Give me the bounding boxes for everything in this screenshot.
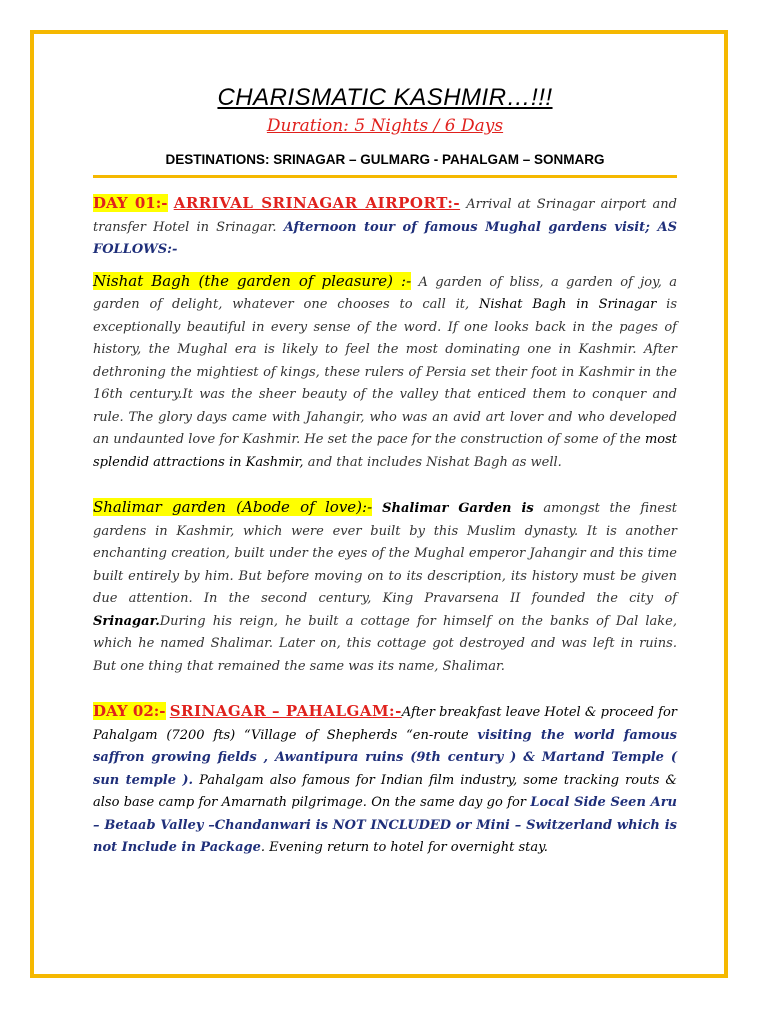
nishat-text-1: A garden of bliss, a garden of joy, a garden of delight, whatever one chooses to call it, [93,274,677,312]
day1-text: Arrival at Srinagar airport and transfer Hotel in Srinagar. [93,197,677,235]
shalimar-text-1: amongst the finest gardens in Kashmir, which were ever built by this Muslim dynasty. It is another enchanting creation, built under the eyes of the Mughal emperor Jahangir and this time built entirely by him. But before moving on to its description, its history must be given due attention. In the second century, King Pravarsena II founded the city of [93,501,677,606]
day2-text-2: Pahalgam also famous for Indian film industry, some tracking routs & also base camp for Amarnath pilgrimage. On the same day go for [93,772,678,810]
shalimar-paragraph [93,496,677,678]
destinations-line: DESTINATIONS: SRINAGAR – GULMARG - PAHALGAM – SONMARG [165,152,605,167]
shalimar-bold-2: Srinagar. [93,613,160,629]
duration-subtitle: Duration: 5 Nights / 6 Days [266,116,504,136]
day1-title: ARRIVAL SRINAGAR AIRPORT:- [173,194,461,212]
day2-highlight-2: Local Side Seen Aru – Betaab Valley –Chandanwari is NOT INCLUDED or Mini – Switzerland which is not Include in Package [93,795,678,855]
shalimar-heading: Shalimar garden (Abode of love):- [93,498,373,516]
nishat-bold-2: most splendid attractions in Kashmir, [93,432,677,470]
document-body [93,84,677,860]
day1-paragraph [93,192,677,262]
shalimar-text-2: During his reign, he built a cottage for himself on the banks of Dal lake, which he named Shalimar. Later on, this cottage got destroyed and was left in ruins. But one thing that remained the same was its name, Shalimar. [93,613,677,674]
nishat-bold-1: Nishat Bagh in Srinagar [478,297,657,312]
day2-highlight-1: visiting the world famous saffron growing fields , Awantipura ruins (9th century ) & Martand Temple ( sun temple ). [93,727,677,788]
day2-text-3: . Evening return to hotel for overnight stay. [260,840,548,855]
day1-label: DAY 01:- [93,194,168,212]
shalimar-bold-1: Shalimar Garden is [372,501,534,516]
day1-highlight-text: Afternoon tour of famous Mughal gardens visit; AS FOLLOWS:- [93,219,677,257]
nishat-paragraph [93,270,677,475]
day2-label: DAY 02:- [93,702,166,720]
day2-paragraph [93,700,677,860]
nishat-text-3: and that includes Nishat Bagh as well. [303,454,562,470]
day2-text-1: After breakfast leave Hotel & proceed for Pahalgam (7200 fts) “Village of Shepherds “en-route [93,705,677,743]
page-title: CHARISMATIC KASHMIR…!!! [217,84,553,111]
nishat-heading: Nishat Bagh (the garden of pleasure) :- [93,271,412,290]
divider-rule [93,175,677,178]
day2-title: SRINAGAR – PAHALGAM:- [169,702,402,720]
nishat-text-2: is exceptionally beautiful in every sense of the word. If one looks back in the pages of history, the Mughal era is likely to feel the most dominating one in Kashmir. After dethroning the mightiest of kings, these rulers of Persia set their foot in Kashmir in the 16th century.It was the sheer beauty of the valley that enticed them to conquer and rule. The glory days came with Jahangir, who was an avid art lover and who developed an undaunted love for Kashmir. He set the pace for the construction of some of the [93,297,677,447]
